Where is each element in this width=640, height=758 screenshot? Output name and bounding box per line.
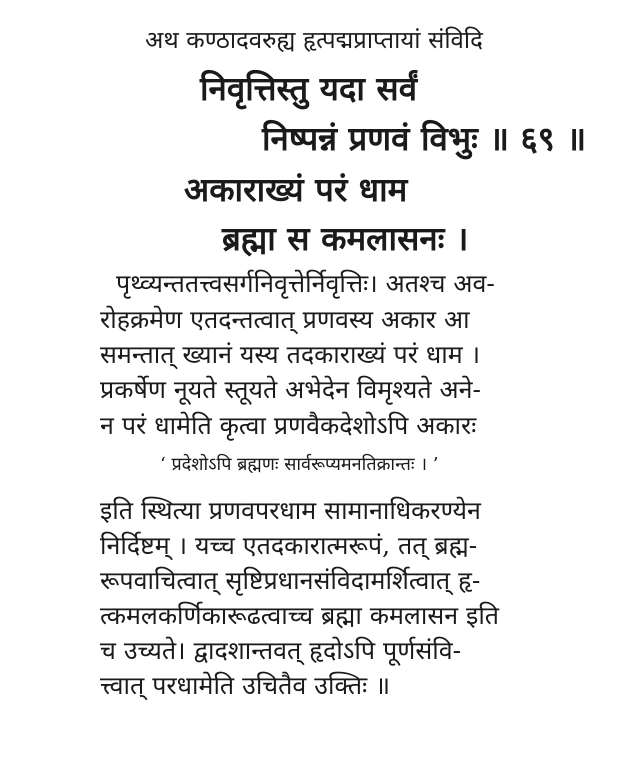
- commentary-cont-line-2: निर्दिष्टम् । यच्च एतदकारात्मरूपं, तत् ब्रह्म-: [100, 531, 478, 560]
- commentary-cont-line-4: त्कमलकर्णिकारूढत्वाच्च ब्रह्मा कमलासन इति: [100, 601, 500, 630]
- verse-line-2: निष्पन्नं प्रणवं विभुः ॥ ६९ ॥: [262, 119, 587, 158]
- commentary-line-4: प्रकर्षेण नूयते स्तूयते अभेदेन विमृश्यते अने-: [100, 375, 481, 404]
- intro-line: अथ कण्ठादवरुह्य हृत्पद्मप्राप्तायां संविदि: [145, 26, 483, 54]
- commentary-cont-line-1: इति स्थित्या प्रणवपरधाम सामानाधिकरण्येन: [100, 496, 481, 525]
- commentary-line-5: न परं धामेति कृत्वा प्रणवैकदेशोऽपि अकारः: [100, 411, 477, 440]
- commentary-line-1: पृथ्व्यन्ततत्त्वसर्गनिवृत्तेर्निवृत्तिः। अतश्च अव-: [116, 269, 495, 298]
- verse-line-4: ब्रह्मा स कमलासनः ।: [222, 219, 469, 258]
- verse-line-1: निवृत्तिस्तु यदा सर्वं: [200, 69, 418, 108]
- commentary-line-3: समन्तात् ख्यानं यस्य तदकाराख्यं परं धाम ।: [100, 340, 481, 369]
- quotation: ‘ प्रदेशोऽपि ब्रह्मणः सार्वरूप्यमनतिक्रान्तः । ’: [160, 454, 439, 475]
- commentary-line-2: रोहक्रमेण एतदन्तत्वात् प्रणवस्य अकार आ: [100, 305, 470, 334]
- commentary-cont-line-5: च उच्यते। द्वादशान्तवत् हृदोऽपि पूर्णसंवि-: [100, 636, 462, 665]
- commentary-cont-line-6: त्त्वात् परधामेति उचितैव उक्तिः ॥: [100, 671, 391, 700]
- commentary-cont-line-3: रूपवाचित्वात् सृष्टिप्रधानसंविदामर्शित्वात् हृ-: [100, 566, 481, 595]
- verse-line-3: अकाराख्यं परं धाम: [184, 170, 408, 209]
